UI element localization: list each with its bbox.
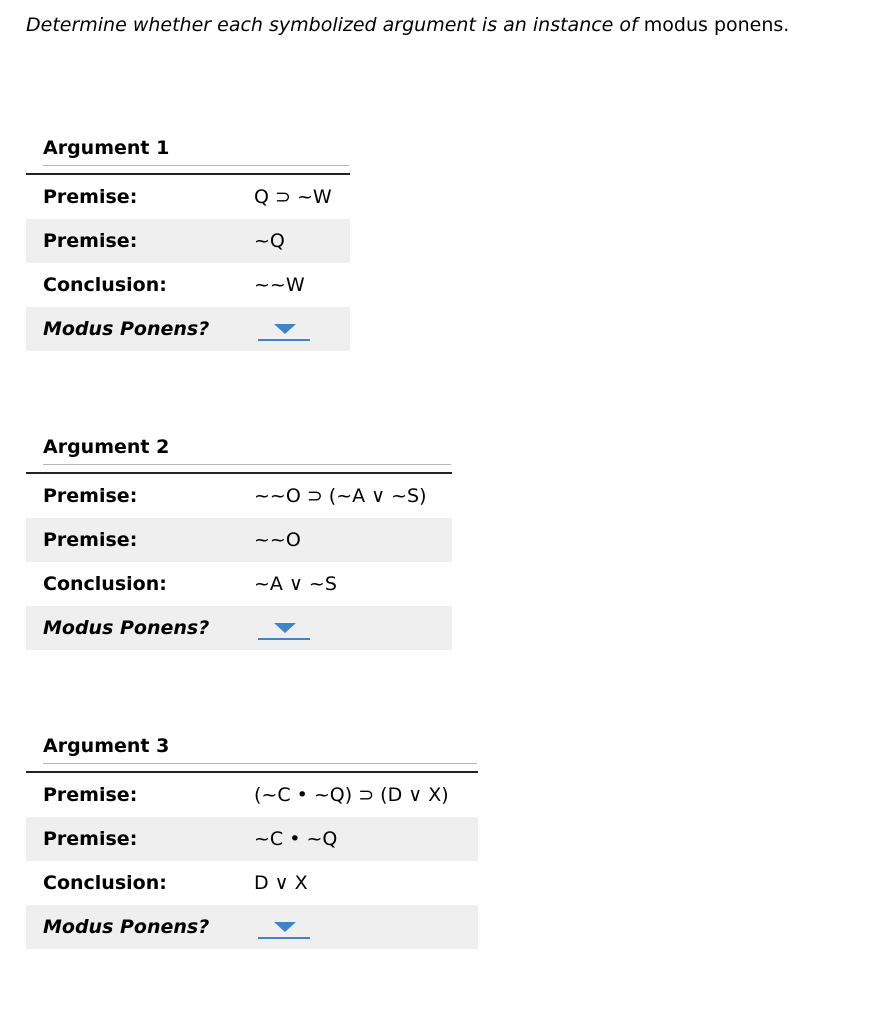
question-label: Modus Ponens? — [43, 318, 210, 340]
modus-ponens-dropdown[interactable] — [258, 617, 310, 640]
question-label: Modus Ponens? — [43, 617, 210, 639]
row-formula: ~Q — [254, 230, 285, 252]
premise-row — [26, 175, 350, 219]
argument-2-title: Argument 2 — [43, 436, 170, 458]
dropdown-underline — [258, 339, 310, 341]
row-formula: Q ⊃ ~W — [254, 186, 332, 208]
instructions — [26, 14, 789, 36]
instructions-term: modus ponens. — [643, 14, 790, 36]
chevron-down-icon — [274, 922, 296, 932]
premise-row — [26, 773, 478, 817]
title-divider — [43, 763, 477, 764]
chevron-down-icon — [274, 324, 296, 334]
question-label: Modus Ponens? — [43, 916, 210, 938]
argument-2 — [26, 436, 452, 650]
modus-ponens-dropdown[interactable] — [258, 318, 310, 341]
row-label: Premise: — [43, 529, 138, 551]
row-label: Conclusion: — [43, 274, 167, 296]
argument-3-title: Argument 3 — [43, 735, 170, 757]
modus-ponens-row — [26, 307, 350, 351]
row-label: Conclusion: — [43, 573, 167, 595]
conclusion-row — [26, 263, 350, 307]
row-label: Premise: — [43, 230, 138, 252]
premise-row — [26, 219, 350, 263]
modus-ponens-row — [26, 606, 452, 650]
argument-title — [26, 436, 452, 472]
argument-3 — [26, 735, 478, 949]
row-formula: (~C • ~Q) ⊃ (D ∨ X) — [254, 784, 449, 806]
row-label: Conclusion: — [43, 872, 167, 894]
premise-row — [26, 474, 452, 518]
premise-row — [26, 817, 478, 861]
row-label: Premise: — [43, 784, 138, 806]
argument-1 — [26, 137, 350, 351]
modus-ponens-row — [26, 905, 478, 949]
argument-title — [26, 137, 350, 173]
row-formula: ~~O — [254, 529, 301, 551]
row-formula: ~~W — [254, 274, 305, 296]
conclusion-row — [26, 562, 452, 606]
argument-3-table — [26, 771, 478, 949]
dropdown-underline — [258, 638, 310, 640]
row-label: Premise: — [43, 186, 138, 208]
title-divider — [43, 464, 451, 465]
row-label: Premise: — [43, 828, 138, 850]
argument-1-table — [26, 173, 350, 351]
row-formula: D ∨ X — [254, 872, 308, 894]
row-formula: ~C • ~Q — [254, 828, 338, 850]
argument-2-table — [26, 472, 452, 650]
argument-1-title: Argument 1 — [43, 137, 170, 159]
premise-row — [26, 518, 452, 562]
chevron-down-icon — [274, 623, 296, 633]
argument-title — [26, 735, 478, 771]
conclusion-row — [26, 861, 478, 905]
dropdown-underline — [258, 937, 310, 939]
instructions-text: Determine whether each symbolized argument is an instance of — [26, 14, 644, 36]
row-formula: ~A ∨ ~S — [254, 573, 337, 595]
modus-ponens-dropdown[interactable] — [258, 916, 310, 939]
row-label: Premise: — [43, 485, 138, 507]
row-formula: ~~O ⊃ (~A ∨ ~S) — [254, 485, 427, 507]
title-divider — [43, 165, 349, 166]
